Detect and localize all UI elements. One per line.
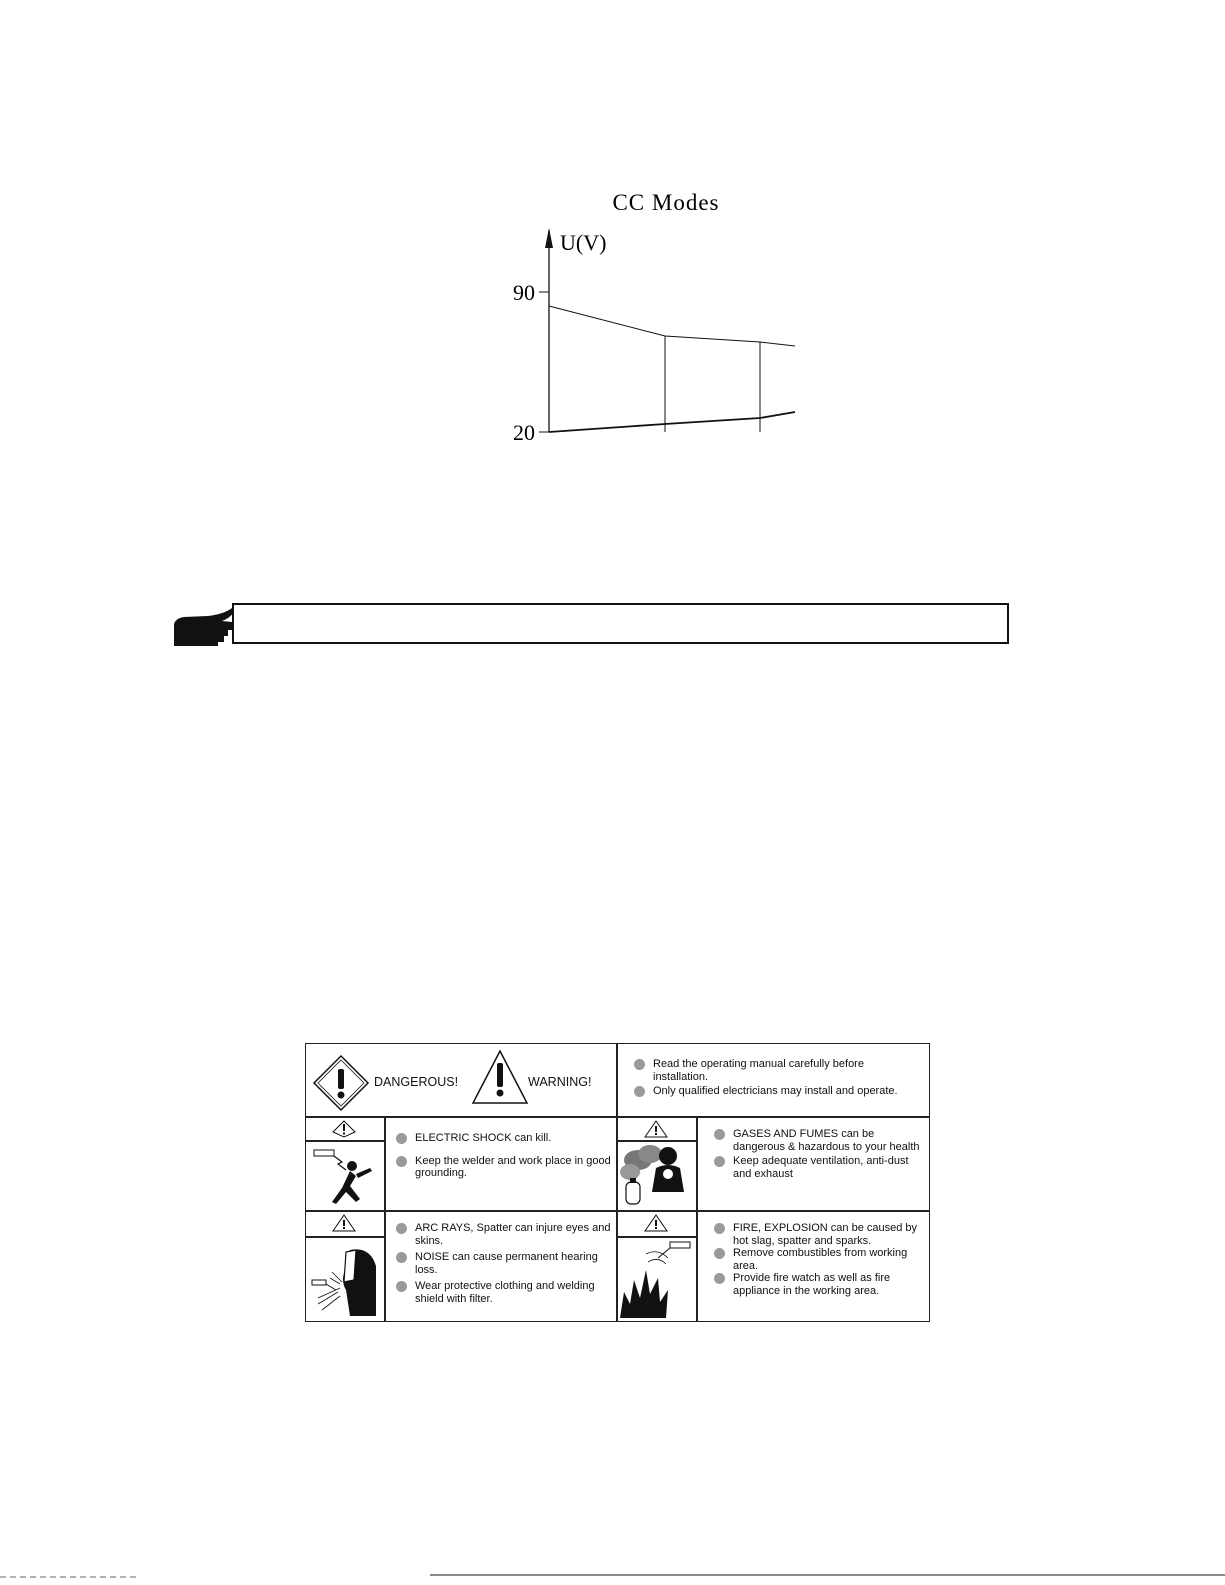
cell-bullet: Wear protective clothing and welding shield with filter. — [394, 1280, 612, 1305]
cell-bullet: FIRE, EXPLOSION can be caused by hot slag, spatter and sparks. — [712, 1222, 924, 1247]
divider-horizontal-1 — [306, 1116, 929, 1118]
series-line-1 — [549, 306, 795, 346]
small-warning-icon — [644, 1120, 668, 1138]
series-line-2 — [549, 412, 795, 432]
series-group — [549, 306, 795, 432]
chart-svg — [490, 180, 810, 445]
electric-shock-cell — [394, 1132, 618, 1186]
divider-icon-left-2 — [306, 1236, 384, 1238]
page-bottom-edge — [0, 1567, 1225, 1579]
chart-title: CC Modes — [612, 190, 720, 215]
y-tick-label: 20 — [513, 420, 535, 445]
dangerous-label: DANGEROUS! — [374, 1075, 459, 1089]
danger-diamond-icon — [312, 1054, 370, 1112]
cell-bullet: ELECTRIC SHOCK can kill. — [394, 1132, 618, 1145]
divider-vertical-right — [696, 1116, 698, 1322]
gas-fumes-icon — [618, 1142, 694, 1208]
fire-explosion-cell — [712, 1222, 924, 1297]
divider-horizontal-2 — [306, 1210, 929, 1212]
cell-bullet: Provide fire watch as well as fire appliance in the working area. — [712, 1272, 924, 1297]
warning-triangle-icon — [471, 1049, 529, 1107]
cell-bullet: ARC RAYS, Spatter can injure eyes and skins. — [394, 1222, 612, 1247]
cell-bullet: Keep adequate ventilation, anti-dust and exhaust — [712, 1155, 924, 1180]
cell-bullet: NOISE can cause permanent hearing loss. — [394, 1251, 612, 1276]
cell-bullet: GASES AND FUMES can be dangerous & hazardous to your health — [712, 1128, 924, 1153]
welding-shield-icon — [310, 1240, 382, 1318]
pointing-hand-icon — [172, 604, 236, 648]
divider-vertical-left — [384, 1116, 386, 1322]
header-bullets — [632, 1058, 922, 1100]
cell-bullet: Keep the welder and work place in good grounding. — [394, 1155, 618, 1180]
y-ticks — [513, 280, 549, 445]
electric-shock-icon — [312, 1144, 380, 1206]
notice-box — [232, 603, 1009, 644]
header-bullet-1: Read the operating manual carefully before installation. — [632, 1058, 922, 1083]
arc-rays-cell — [394, 1222, 612, 1307]
warning-label: WARNING! — [528, 1075, 592, 1089]
safety-warning-table — [305, 1043, 930, 1322]
y-axis-label: U(V) — [560, 230, 607, 255]
small-warning-icon — [644, 1214, 668, 1232]
small-warning-icon — [332, 1120, 356, 1138]
y-axis-arrow — [545, 228, 553, 248]
small-warning-icon — [332, 1214, 356, 1232]
gas-fumes-cell — [712, 1128, 924, 1182]
header-bullet-2: Only qualified electricians may install and operate. — [632, 1085, 922, 1098]
divider-icon-right-2 — [617, 1236, 696, 1238]
y-tick-label: 90 — [513, 280, 535, 305]
cc-modes-chart — [490, 180, 810, 445]
fire-explosion-icon — [618, 1240, 694, 1320]
cell-bullet: Remove combustibles from working area. — [712, 1247, 924, 1272]
divider-icon-left-1 — [306, 1140, 384, 1142]
